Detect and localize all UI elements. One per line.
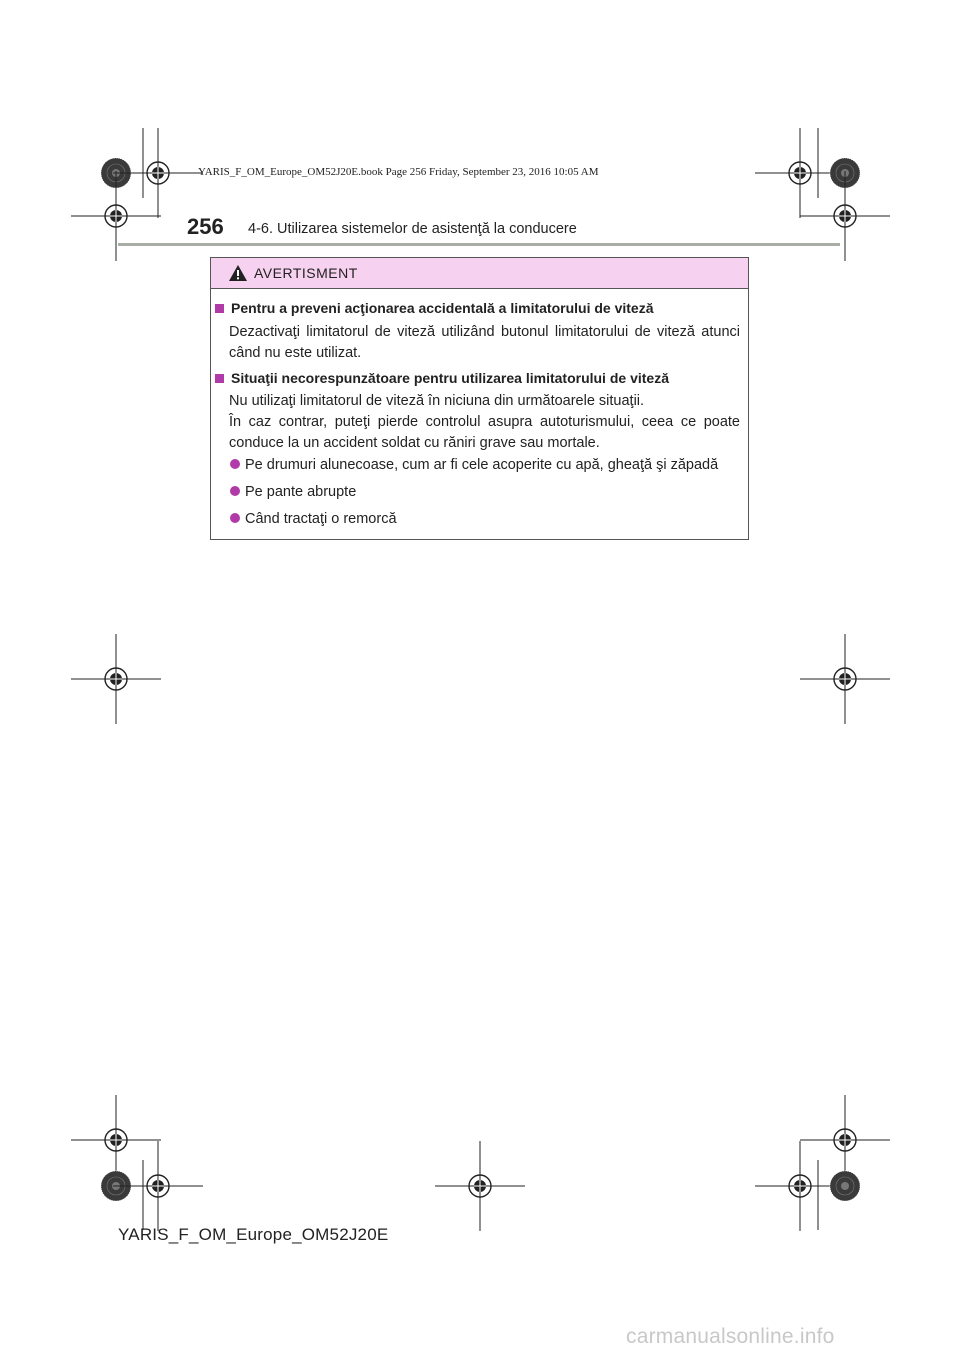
crosshair-mark bbox=[800, 634, 890, 724]
circle-bullet-icon bbox=[230, 486, 240, 496]
warning-item-heading bbox=[215, 300, 653, 316]
book-stamp: YARIS_F_OM_Europe_OM52J20E.book Page 256 Friday, September 23, 2016 10:05 AM bbox=[198, 166, 599, 178]
warning-header bbox=[211, 258, 748, 289]
crosshair-mark bbox=[71, 634, 161, 724]
footer-code: YARIS_F_OM_Europe_OM52J20E bbox=[118, 1225, 389, 1244]
warning-box bbox=[210, 257, 749, 540]
crosshair-mark bbox=[71, 171, 161, 261]
heading-text: Situaţii necorespunzătoare pentru utilizarea limitatorului de viteză bbox=[231, 370, 669, 386]
crosshair-mark bbox=[800, 171, 890, 261]
warning-item-heading bbox=[215, 370, 669, 386]
page-number: 256 bbox=[187, 214, 224, 239]
heading-text: Pentru a preveni acţionarea accidentală a limitatorului de viteză bbox=[231, 300, 654, 316]
circle-bullet-icon bbox=[230, 513, 240, 523]
crosshair-mark bbox=[113, 128, 203, 218]
warning-label: AVERTISMENT bbox=[254, 265, 358, 281]
header-rule bbox=[118, 243, 840, 246]
warning-triangle-icon bbox=[228, 264, 248, 282]
list-item bbox=[230, 457, 718, 473]
list-item-text: Pe drumuri alunecoase, cum ar fi cele acoperite cu apă, gheaţă şi zăpadă bbox=[245, 457, 719, 473]
warning-item-text: Nu utilizaţi limitatorul de viteză în niciuna din următoarele situaţii. bbox=[229, 393, 645, 409]
sunburst-mark-bottom-right bbox=[830, 1171, 860, 1201]
square-bullet-icon bbox=[215, 374, 224, 383]
list-item bbox=[230, 511, 397, 527]
crosshair-mark bbox=[435, 1141, 525, 1231]
list-item-text: Pe pante abrupte bbox=[245, 484, 357, 500]
list-item bbox=[230, 484, 356, 500]
warning-item-text: În caz contrar, puteţi pierde controlul asupra autoturismului, ceea ce poate conduce la un accident soldat cu răniri grave sau mortale. bbox=[229, 414, 740, 451]
square-bullet-icon bbox=[215, 304, 224, 313]
warning-item-text: Dezactivaţi limitatorul de viteză utilizând butonul limitatorului de viteză atunci când nu este utilizat. bbox=[229, 324, 740, 361]
circle-bullet-icon bbox=[230, 459, 240, 469]
list-item-text: Când tractaţi o remorcă bbox=[245, 511, 397, 527]
watermark: carmanualsonline.info bbox=[626, 1325, 835, 1348]
crosshair-mark bbox=[113, 1141, 203, 1231]
section-title: 4-6. Utilizarea sistemelor de asistenţă la conducere bbox=[248, 221, 577, 237]
